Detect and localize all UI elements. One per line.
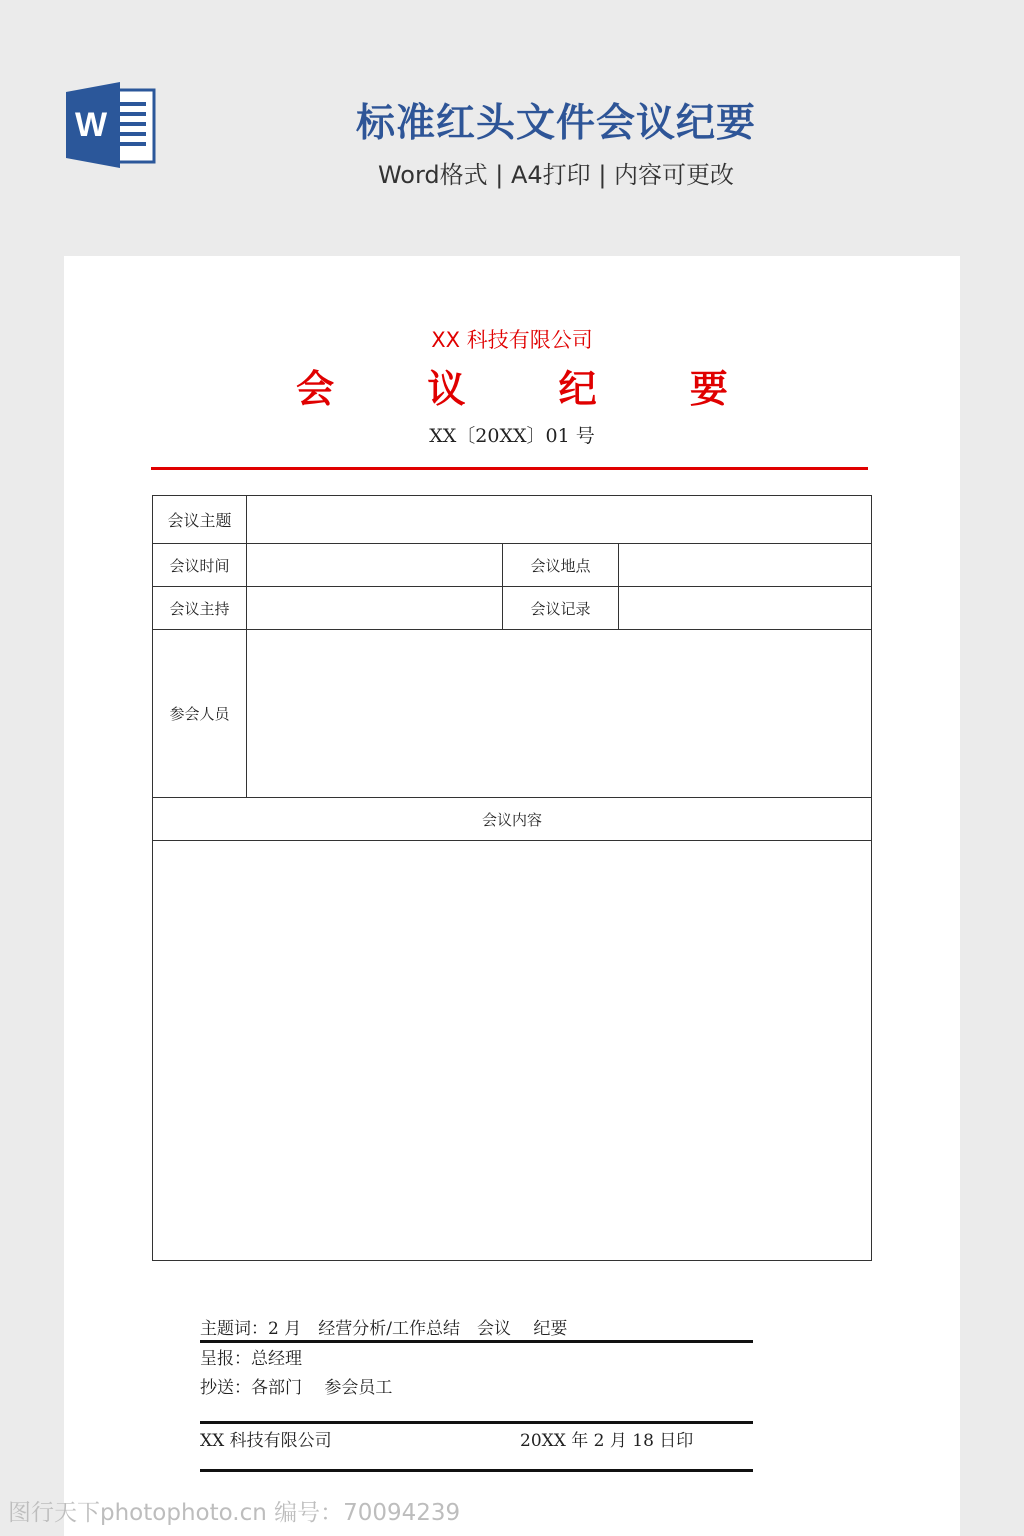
place-field[interactable] — [619, 544, 872, 587]
recorder-label: 会议记录 — [503, 587, 619, 630]
recorder-field[interactable] — [619, 587, 872, 630]
time-field[interactable] — [247, 544, 503, 587]
table-row — [153, 798, 872, 841]
attendees-label: 参会人员 — [153, 630, 247, 798]
word-document-icon — [64, 80, 156, 170]
red-header-rule — [151, 467, 868, 470]
company-name: XX 科技有限公司 — [431, 328, 593, 352]
table-row — [153, 841, 872, 1261]
topic-field[interactable] — [247, 496, 872, 544]
content-field[interactable] — [153, 841, 872, 1261]
table-row — [153, 544, 872, 587]
place-label: 会议地点 — [503, 544, 619, 587]
footer-rule — [200, 1421, 753, 1424]
content-label: 会议内容 — [153, 798, 872, 841]
watermark: 图行天下photophoto.cn 编号：70094239 — [8, 1500, 461, 1526]
header-banner — [0, 0, 1024, 255]
table-row — [153, 587, 872, 630]
host-label: 会议主持 — [153, 587, 247, 630]
document-title: 会 议 纪 要 — [296, 366, 768, 411]
topic-label: 会议主题 — [153, 496, 247, 544]
document-number: XX〔20XX〕01 号 — [429, 425, 595, 447]
attendees-field[interactable] — [247, 630, 872, 798]
banner-title: 标准红头文件会议纪要 — [355, 101, 756, 146]
table-row — [153, 630, 872, 798]
table-row — [153, 496, 872, 544]
document-page — [64, 256, 960, 1536]
time-label: 会议时间 — [153, 544, 247, 587]
print-date: 20XX 年 2 月 18 日印 — [520, 1431, 694, 1451]
word-logo-letter: W — [74, 106, 108, 144]
host-field[interactable] — [247, 587, 503, 630]
issuer-name: XX 科技有限公司 — [200, 1431, 332, 1451]
report-to-line: 呈报：总经理 — [200, 1349, 302, 1369]
meeting-info-table — [152, 495, 872, 1261]
copy-to-line: 抄送：各部门 参会员工 — [200, 1378, 393, 1398]
keywords-line: 主题词：2 月 经营分析/工作总结 会议 纪要 — [200, 1319, 568, 1339]
footer-rule — [200, 1469, 753, 1472]
footer-rule — [200, 1340, 753, 1343]
banner-subtitle: Word格式 | A4打印 | 内容可更改 — [377, 161, 735, 189]
